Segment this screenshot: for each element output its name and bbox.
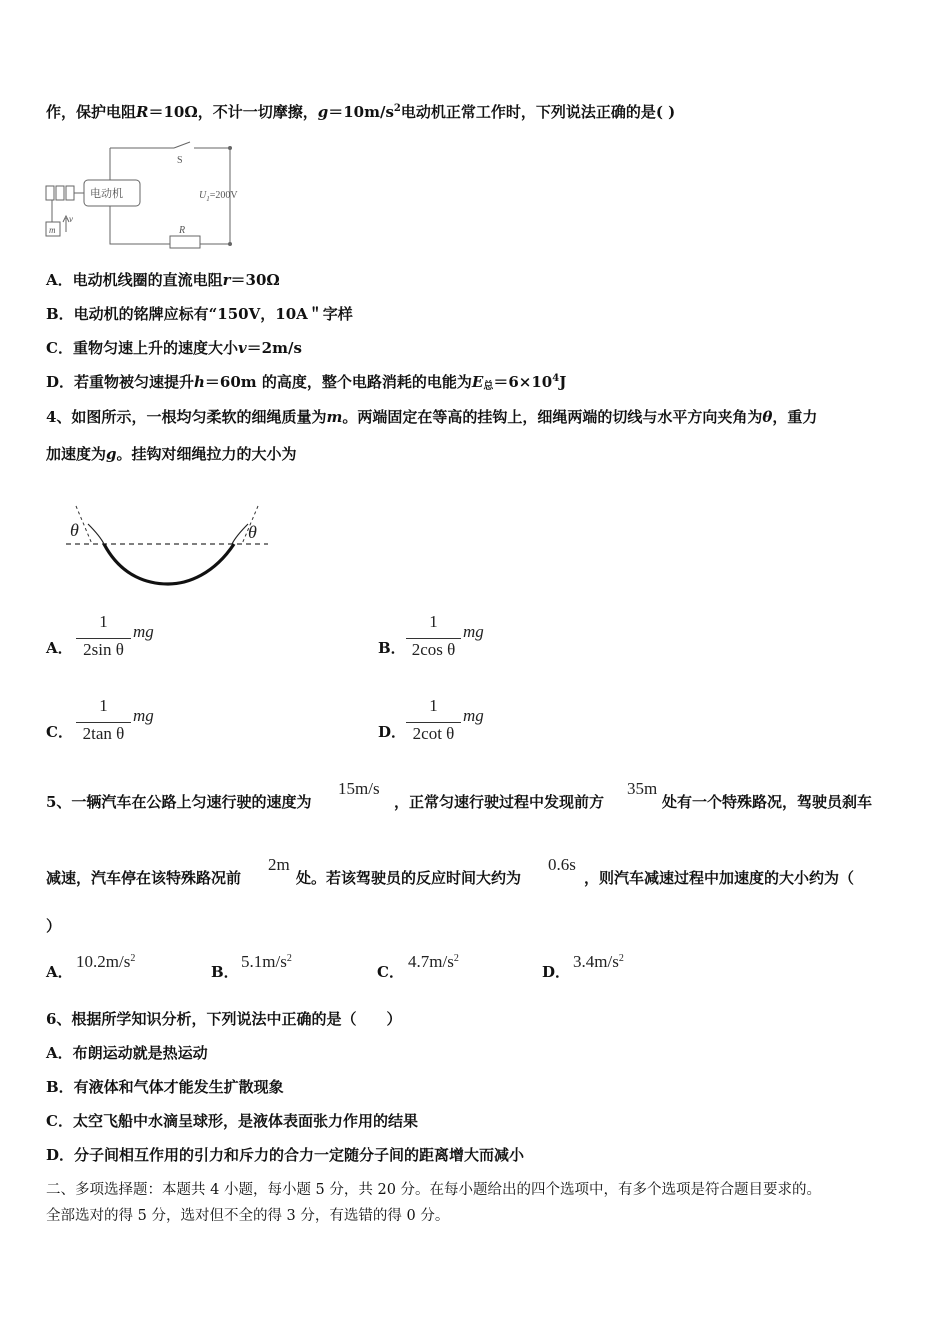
mass-label: m — [49, 225, 56, 235]
q5-option-c-label: C． — [377, 963, 404, 981]
velocity-label: v — [69, 214, 73, 224]
q6-option-d: D．分子间相互作用的引力和斥力的合力一定随分子间的距离增大而减小 — [46, 1146, 525, 1164]
q5-option-a-label: A． — [46, 963, 73, 981]
q3-stem-line: 作，保护电阻R＝10Ω，不计一切摩擦，$g=10m/s^2$电动机正常工作时，下列说法正确的是( ) — [46, 103, 676, 121]
q4-option-d-label: D． — [378, 723, 407, 741]
q4-option-a-label: A． — [46, 639, 73, 657]
q5-option-b-label: B． — [211, 963, 239, 981]
q5-distance: 35m — [627, 779, 658, 798]
q5-stem-c: 处有一个特殊路况，驾驶员刹车 — [662, 793, 873, 811]
theta-right-label: θ — [248, 522, 257, 542]
voltage-label: $U_1=200V$ — [199, 190, 238, 203]
q5-stem-d: 减速，汽车停在该特殊路况前 — [46, 869, 242, 887]
q6-stem: 6、根据所学知识分析，下列说法中正确的是（ ） — [46, 1010, 402, 1028]
q5-stop-distance: 2m — [268, 855, 290, 874]
q3-option-d: D．若重物被匀速提升h＝60m 的高度，整个电路消耗的电能为$E_总=6\times 10^4J$ — [46, 373, 567, 392]
switch-label: S — [177, 155, 183, 166]
motor-label: 电动机 — [90, 187, 123, 200]
q4-stem-line1: 4、如图所示，一根均匀柔软的细绳质量为m。两端固定在等高的挂钩上，细绳两端的切线与水平方向夹角为θ，重力 — [46, 408, 818, 426]
q5-reaction-time: 0.6s — [548, 855, 576, 874]
section2-line1: 二、多项选择题：本题共 4 小题，每小题 5 分，共 20 分。在每小题给出的四个选项中，有多个选项是符合题目要求的。 — [46, 1182, 822, 1198]
q5-speed: 15m/s — [338, 779, 380, 798]
q3-option-c: C．重物匀速上升的速度大小v＝2m/s — [46, 339, 302, 357]
q5-option-b-value: $5.1m/s^2$ — [241, 952, 292, 971]
q5-stem-e: 处。若该驾驶员的反应时间大约为 — [296, 869, 522, 887]
q3-option-a: A．电动机线圈的直流电阻r＝30Ω — [46, 271, 280, 289]
resistor-label: R — [179, 225, 186, 236]
q6-option-a: A．布朗运动就是热运动 — [46, 1044, 208, 1062]
q5-stem-a: 5、一辆汽车在公路上匀速行驶的速度为 — [46, 793, 312, 811]
section2-line2: 全部选对的得 5 分，选对但不全的得 3 分，有选错的得 0 分。 — [46, 1208, 450, 1224]
q6-option-b: B．有液体和气体才能发生扩散现象 — [46, 1078, 284, 1096]
q5-stem-g: ） — [46, 917, 62, 935]
q4-stem-line2: 加速度为g。挂钩对细绳拉力的大小为 — [46, 445, 297, 463]
q3-option-b: B．电动机的铭牌应标有“150V，10A＂字样 — [46, 305, 353, 323]
q5-option-d-value: $3.4m/s^2$ — [573, 952, 624, 971]
q5-option-c-value: $4.7m/s^2$ — [408, 952, 459, 971]
q5-option-d-label: D． — [542, 963, 571, 981]
q5-stem-b: ，正常匀速行驶过程中发现前方 — [394, 793, 605, 811]
q4-option-c-label: C． — [46, 723, 73, 741]
theta-left-label: θ — [70, 520, 79, 540]
q5-option-a-value: $10.2m/s^2$ — [76, 952, 136, 971]
q5-stem-f: ，则汽车减速过程中加速度的大小约为（ — [584, 869, 855, 887]
rope-figure — [62, 500, 272, 595]
q4-option-b-label: B． — [378, 639, 406, 657]
q6-option-c: C．太空飞船中水滴呈球形，是液体表面张力作用的结果 — [46, 1112, 418, 1130]
motor-circuit-figure — [44, 140, 264, 250]
